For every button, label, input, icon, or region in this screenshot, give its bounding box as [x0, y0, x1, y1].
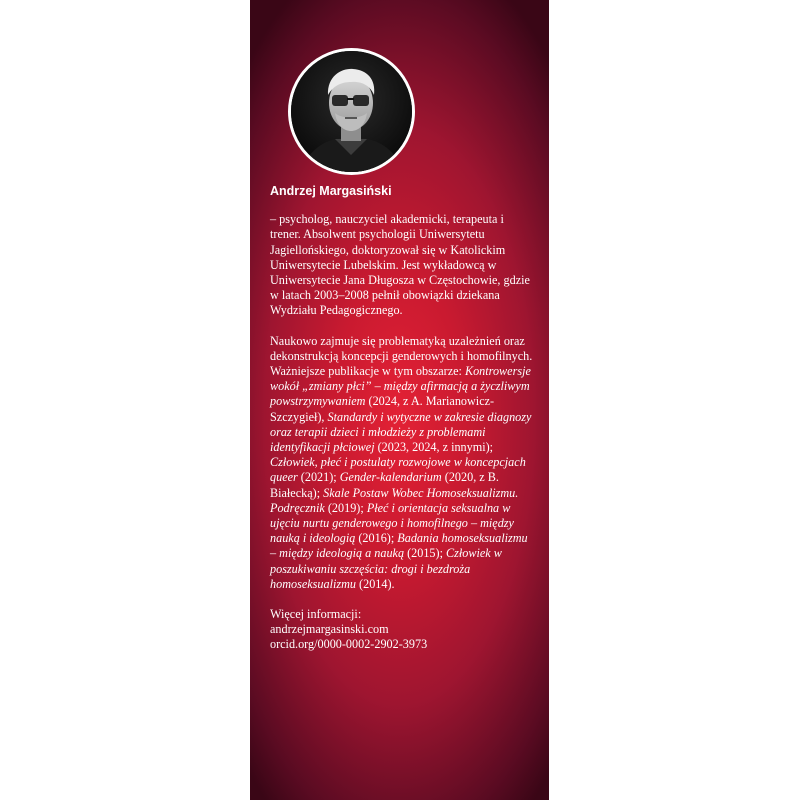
publication-meta: (2020, z B. Białecką); — [270, 470, 499, 500]
author-photo-icon — [291, 51, 412, 172]
publication-meta: (2019); — [324, 500, 367, 515]
research-intro: Naukowo zajmuje się problematyką uzależnień oraz dekonstrukcją koncepcji genderowych i homofilnych. Ważniejsze publikacje w tym obszarze: — [270, 333, 533, 379]
publication-meta: (2024, z A. Marianowicz-Szczygieł), — [270, 394, 495, 424]
website-link[interactable]: andrzejmargasinski.com — [270, 622, 389, 637]
author-bio-column — [270, 184, 535, 653]
publication-meta: (2014). — [356, 576, 395, 591]
publication-title: Skale Postaw Wobec Homoseksualizmu. Podręcznik — [270, 485, 519, 515]
publication-title: Człowiek, płeć i postulaty rozwojowe w koncepcjach queer — [270, 455, 526, 485]
more-info-block — [270, 607, 535, 653]
author-name: Andrzej Margasiński — [270, 184, 392, 198]
book-cover-panel — [250, 0, 549, 800]
orcid-link[interactable]: orcid.org/0000-0002-2902-3973 — [270, 637, 428, 652]
publication-title: Człowiek w poszukiwaniu szczęścia: drogi i bezdroża homoseksualizmu — [270, 546, 502, 591]
publication-title: Kontrowersje wokół „zmiany płci” – między afirmacją a życzliwym powstrzymywaniem — [270, 364, 531, 409]
publication-meta: (2016); — [355, 531, 398, 546]
publication-title: Badania homoseksualizmu – między ideologią a nauką — [270, 531, 528, 561]
publication-meta: (2015); — [404, 546, 447, 561]
research-paragraph — [270, 334, 535, 592]
publications-list — [270, 364, 531, 591]
more-info-label: Więcej informacji: — [270, 607, 362, 622]
publication-meta: (2021); — [297, 470, 340, 485]
publication-title: Płeć i orientacja seksualna w ujęciu nurtu genderowego i homofilnego – między nauką i ideologią — [270, 500, 514, 546]
publication-meta: (2023, 2024, z innymi); — [374, 440, 494, 455]
author-portrait — [288, 48, 415, 175]
publication-title: Gender-kalendarium — [339, 470, 442, 485]
publication-title: Standardy i wytyczne w zakresie diagnozy oraz terapii dzieci i młodzieży z problemami identyfikacji płciowej — [270, 409, 532, 455]
bio-paragraph: – psycholog, nauczyciel akademicki, terapeuta i trener. Absolwent psychologii Uniwersytetu Jagiellońskiego, doktoryzował się w Katolickim Uniwersytecie Lubelskim. Jest wykładowcą w Uniwersytecie Jana Długosza w Częstochowie, gdzie w latach 2003–2008 pełnił obowiązki dziekana Wydziału Pedagogicznego. — [270, 212, 530, 318]
